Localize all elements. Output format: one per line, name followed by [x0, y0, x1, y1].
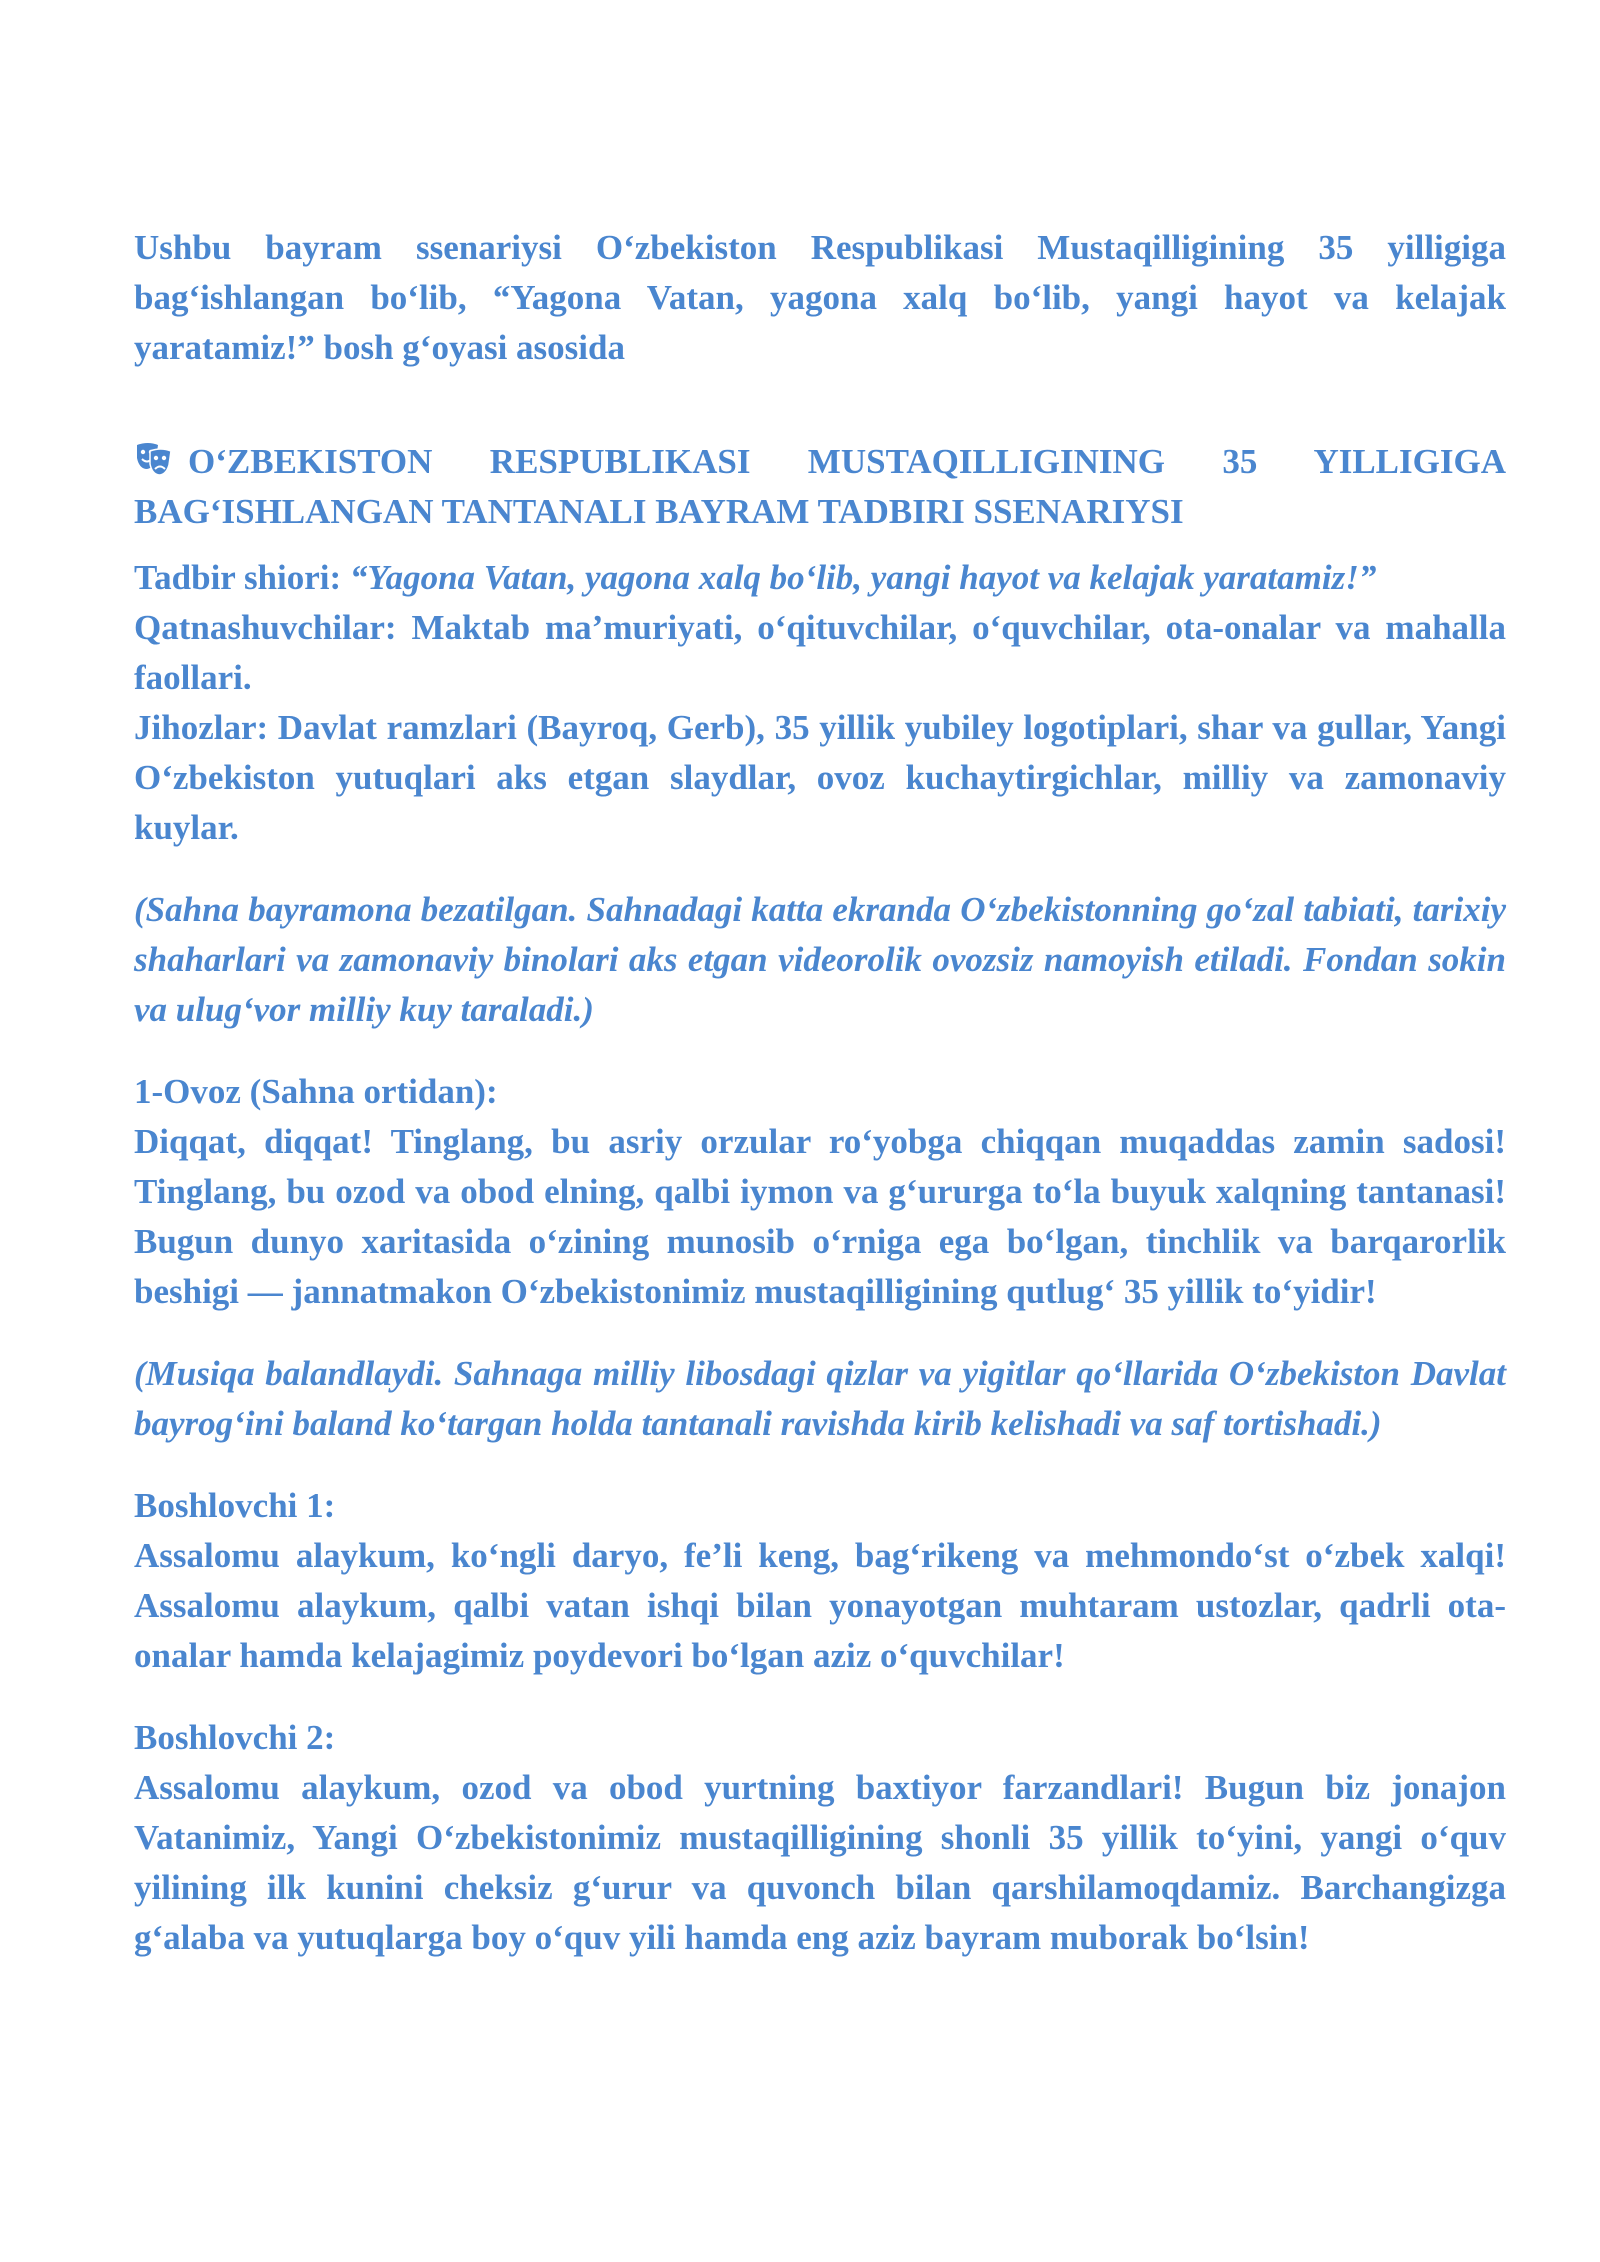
host-2-text: Assalomu alaykum, ozod va obod yurtning baxtiyor farzandlari! Bugun biz jonajon Vatanimiz, Yangi O‘zbekistonimiz mustaqilligining shonli 35 yillik to‘yini, yangi o‘quv yilining ilk kunini cheksiz g‘urur va quvonch bilan qarshilamoqdamiz. Barchangizga g‘alaba va yutuqlarga boy o‘quv yili hamda eng aziz bayram muborak bo‘lsin!	[134, 1768, 1506, 1957]
equipment-value: Davlat ramzlari (Bayroq, Gerb), 35 yillik yubiley logotiplari, shar va gullar, Yangi O‘zbekiston yutuqlari aks etgan slaydlar, ovoz kuchaytirgichlar, milliy va zamonaviy kuylar.	[134, 708, 1506, 847]
equipment-line	[134, 703, 1506, 853]
participants-label: Qatnashuvchilar:	[134, 608, 397, 647]
document-page	[134, 223, 1506, 1995]
stage-direction-1: (Sahna bayramona bezatilgan. Sahnadagi katta ekranda O‘zbekistonning go‘zal tabiati, tarixiy shaharlari va zamonaviy binolari aks etgan videorolik ovozsiz namoyish etiladi. Fondan sokin va ulug‘vor milliy kuy taraladi.)	[134, 890, 1506, 1029]
document-title-text: O‘ZBEKISTON RESPUBLIKASI MUSTAQILLIGINING 35 YILLIGIGA BAG‘ISHLANGAN TANTANALI BAYRAM TADBIRI SSENARIYSI	[134, 442, 1506, 531]
host-2-speaker: Boshlovchi 2:	[134, 1718, 336, 1757]
motto-label: Tadbir shiori:	[134, 558, 342, 597]
voice-1-block	[134, 1067, 1506, 1317]
voice-1-text: Diqqat, diqqat! Tinglang, bu asriy orzular ro‘yobga chiqqan muqaddas zamin sadosi! Tinglang, bu ozod va obod elning, qalbi iymon va g‘ururga to‘la buyuk xalqning tantanasi! Bugun dunyo xaritasida o‘zining munosib o‘rniga ega bo‘lgan, tinchlik va barqarorlik beshigi — jannatmakon O‘zbekistonimiz mustaqilligining qutlug‘ 35 yillik to‘yidir!	[134, 1122, 1506, 1311]
participants-value: Maktab ma’muriyati, o‘qituvchilar, o‘quvchilar, ota-onalar va mahalla faollari.	[134, 608, 1506, 697]
host-2-block	[134, 1713, 1506, 1963]
document-title	[134, 437, 1506, 537]
host-1-text: Assalomu alaykum, ko‘ngli daryo, fe’li keng, bag‘rikeng va mehmondo‘st o‘zbek xalqi! Assalomu alaykum, qalbi vatan ishqi bilan yonayotgan muhtaram ustozlar, qadrli ota-onalar hamda kelajagimiz poydevori bo‘lgan aziz o‘quvchilar!	[134, 1536, 1506, 1675]
participants-line	[134, 603, 1506, 703]
host-1-block	[134, 1481, 1506, 1681]
event-meta	[134, 553, 1506, 853]
host-1-speaker: Boshlovchi 1:	[134, 1486, 336, 1525]
stage-direction-2: (Musiqa balandlaydi. Sahnaga milliy libosdagi qizlar va yigitlar qo‘llarida O‘zbekiston Davlat bayrog‘ini baland ko‘targan holda tantanali ravishda kirib kelishadi va saf tortishadi.)	[134, 1354, 1506, 1443]
motto-value: “Yagona Vatan, yagona xalq bo‘lib, yangi hayot va kelajak yaratamiz!”	[349, 558, 1377, 597]
motto-line	[134, 553, 1506, 603]
voice-1-speaker: 1-Ovoz (Sahna ortidan):	[134, 1072, 498, 1111]
intro-paragraph: Ushbu bayram ssenariysi O‘zbekiston Respublikasi Mustaqilligining 35 yilligiga bag‘ishlangan bo‘lib, “Yagona Vatan, yagona xalq bo‘lib, yangi hayot va kelajak yaratamiz!” bosh g‘oyasi asosida	[134, 228, 1506, 367]
equipment-label: Jihozlar:	[134, 708, 269, 747]
theater-masks-icon	[134, 437, 174, 487]
